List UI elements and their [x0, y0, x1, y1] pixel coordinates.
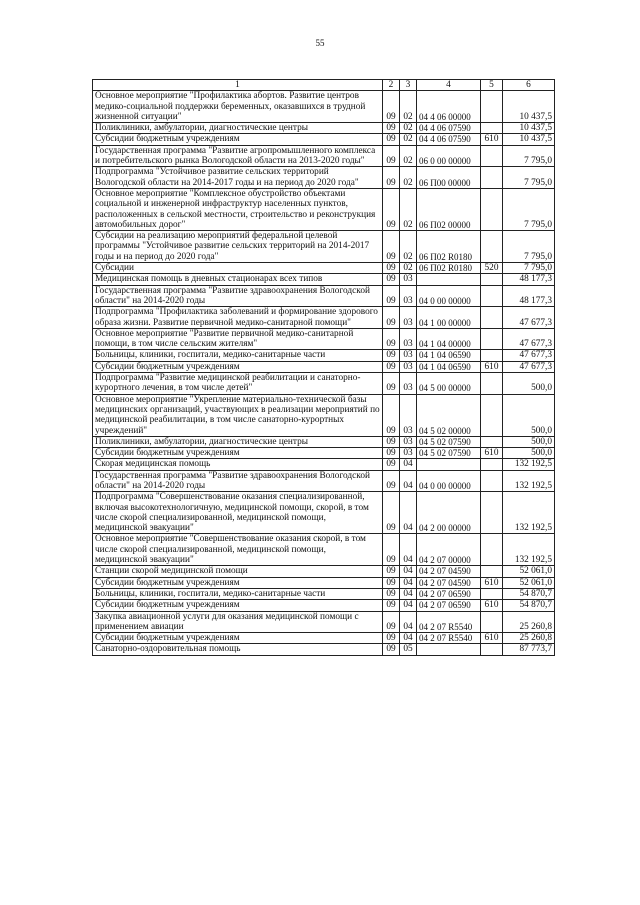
row-subsection: 03 [400, 274, 417, 285]
row-name: Государственная программа "Развитие агропромышленного комплекса и потребительского рынка Вологодской области на 2013-2020 годы" [93, 145, 383, 167]
table-row [93, 361, 555, 372]
row-name: Субсидии бюджетным учреждениям [93, 134, 383, 145]
row-expense-type [481, 394, 503, 436]
row-amount: 132 192,5 [503, 492, 555, 534]
row-expense-type [481, 588, 503, 599]
row-target-code: 04 5 02 07590 [417, 448, 481, 459]
row-expense-type [481, 123, 503, 134]
row-section: 09 [383, 123, 400, 134]
header-cell-2: 2 [383, 80, 400, 91]
row-section: 09 [383, 633, 400, 644]
budget-table-body [93, 80, 555, 656]
header-row [93, 80, 555, 91]
row-name: Субсидии [93, 263, 383, 274]
row-expense-type [481, 373, 503, 395]
row-expense-type [481, 231, 503, 263]
table-row [93, 231, 555, 263]
row-subsection: 04 [400, 611, 417, 633]
row-subsection: 04 [400, 534, 417, 566]
table-row [93, 123, 555, 134]
row-target-code: 04 1 04 06590 [417, 361, 481, 372]
page-number: 55 [315, 38, 325, 48]
row-expense-type [481, 350, 503, 361]
row-name: Подпрограмма "Совершенствование оказания специализированной, включая высокотехнологичную, медицинской помощи, скорой, в том числе скорой специализированной, медицинской помощи, медицинской эвакуации" [93, 492, 383, 534]
table-row [93, 373, 555, 395]
row-expense-type: 610 [481, 633, 503, 644]
row-section: 09 [383, 459, 400, 470]
row-amount: 52 061,0 [503, 577, 555, 588]
row-expense-type [481, 188, 503, 230]
row-amount: 132 192,5 [503, 470, 555, 492]
row-target-code: 06 П02 R0180 [417, 263, 481, 274]
table-row [93, 577, 555, 588]
row-name: Основное мероприятие "Комплексное обустройство объектами социальной и инженерной инфраструктур населенных пунктов, расположенных в сельской местности, строительство и реконструкция автомобильных дорог" [93, 188, 383, 230]
row-expense-type: 610 [481, 600, 503, 611]
row-name: Больницы, клиники, госпитали, медико-санитарные части [93, 350, 383, 361]
row-expense-type [481, 307, 503, 329]
row-expense-type: 610 [481, 577, 503, 588]
row-section: 09 [383, 350, 400, 361]
table-row [93, 394, 555, 436]
row-subsection: 05 [400, 644, 417, 655]
row-section: 09 [383, 373, 400, 395]
row-name: Государственная программа "Развитие здравоохранения Вологодской области" на 2014-2020 годы [93, 470, 383, 492]
row-subsection: 03 [400, 307, 417, 329]
row-section: 09 [383, 600, 400, 611]
row-name: Больницы, клиники, госпитали, медико-санитарные части [93, 588, 383, 599]
row-name: Основное мероприятие "Укрепление материально-технической базы медицинских организаций, участвующих в реализации мероприятий по медицинской реабилитации, в том числе санаторно-курортных учреждений" [93, 394, 383, 436]
row-section: 09 [383, 145, 400, 167]
row-name: Санаторно-оздоровительная помощь [93, 644, 383, 655]
row-target-code: 06 П02 R0180 [417, 231, 481, 263]
row-section: 09 [383, 167, 400, 189]
row-subsection: 04 [400, 600, 417, 611]
row-amount: 7 795,0 [503, 263, 555, 274]
row-name: Основное мероприятие "Развитие первичной медико-санитарной помощи, в том числе сельским жителям" [93, 328, 383, 350]
row-expense-type [481, 470, 503, 492]
row-target-code: 04 2 07 04590 [417, 577, 481, 588]
table-row [93, 350, 555, 361]
row-expense-type [481, 611, 503, 633]
row-target-code: 04 2 07 06590 [417, 588, 481, 599]
row-subsection: 02 [400, 123, 417, 134]
row-target-code: 06 П02 00000 [417, 188, 481, 230]
row-target-code: 04 2 07 00000 [417, 534, 481, 566]
row-target-code: 04 2 07 04590 [417, 566, 481, 577]
row-expense-type [481, 459, 503, 470]
row-name: Подпрограмма "Устойчивое развитие сельских территорий Вологодской области на 2014-2017 годы и на период до 2020 года" [93, 167, 383, 189]
table-row [93, 588, 555, 599]
row-target-code: 04 4 06 07590 [417, 123, 481, 134]
row-amount: 132 192,5 [503, 534, 555, 566]
row-section: 09 [383, 470, 400, 492]
row-section: 09 [383, 285, 400, 307]
row-subsection: 02 [400, 188, 417, 230]
table-row [93, 285, 555, 307]
row-amount: 25 260,8 [503, 611, 555, 633]
row-target-code: 04 0 00 00000 [417, 285, 481, 307]
table-row [93, 91, 555, 123]
row-subsection: 02 [400, 263, 417, 274]
row-section: 09 [383, 588, 400, 599]
row-amount: 52 061,0 [503, 566, 555, 577]
row-expense-type [481, 285, 503, 307]
row-target-code: 04 2 07 R5540 [417, 633, 481, 644]
row-amount: 54 870,7 [503, 588, 555, 599]
row-section: 09 [383, 134, 400, 145]
row-section: 09 [383, 644, 400, 655]
row-subsection: 03 [400, 328, 417, 350]
table-row [93, 436, 555, 447]
header-cell-6: 6 [503, 80, 555, 91]
row-target-code: 04 0 00 00000 [417, 470, 481, 492]
row-subsection: 04 [400, 459, 417, 470]
row-target-code: 04 2 00 00000 [417, 492, 481, 534]
row-name: Поликлиники, амбулатории, диагностические центры [93, 123, 383, 134]
row-subsection: 04 [400, 492, 417, 534]
row-expense-type [481, 167, 503, 189]
table-row [93, 566, 555, 577]
row-section: 09 [383, 231, 400, 263]
table-row [93, 492, 555, 534]
table-row [93, 188, 555, 230]
row-expense-type [481, 274, 503, 285]
row-amount: 10 437,5 [503, 123, 555, 134]
row-subsection: 03 [400, 361, 417, 372]
row-section: 09 [383, 274, 400, 285]
row-section: 09 [383, 448, 400, 459]
row-name: Подпрограмма "Развитие медицинской реабилитации и санаторно-курортного лечения, в том числе детей" [93, 373, 383, 395]
row-amount: 87 773,7 [503, 644, 555, 655]
row-subsection: 02 [400, 167, 417, 189]
table-row [93, 134, 555, 145]
row-subsection: 02 [400, 91, 417, 123]
row-subsection: 02 [400, 134, 417, 145]
row-expense-type [481, 145, 503, 167]
row-target-code: 06 П00 00000 [417, 167, 481, 189]
row-expense-type: 610 [481, 134, 503, 145]
row-target-code [417, 644, 481, 655]
row-subsection: 03 [400, 394, 417, 436]
row-subsection: 04 [400, 566, 417, 577]
table-row [93, 328, 555, 350]
header-cell-1: 1 [93, 80, 383, 91]
row-amount: 500,0 [503, 373, 555, 395]
row-section: 09 [383, 263, 400, 274]
row-name: Субсидии бюджетным учреждениям [93, 361, 383, 372]
row-section: 09 [383, 307, 400, 329]
row-target-code [417, 274, 481, 285]
row-amount: 54 870,7 [503, 600, 555, 611]
row-subsection: 03 [400, 448, 417, 459]
row-expense-type: 520 [481, 263, 503, 274]
table-row [93, 633, 555, 644]
row-amount: 500,0 [503, 448, 555, 459]
row-amount: 47 677,3 [503, 328, 555, 350]
row-expense-type: 610 [481, 448, 503, 459]
row-section: 09 [383, 328, 400, 350]
row-name: Основное мероприятие "Профилактика абортов. Развитие центров медико-социальной поддержки беременных, оказавшихся в трудной жизненной ситуации" [93, 91, 383, 123]
row-section: 09 [383, 566, 400, 577]
row-subsection: 02 [400, 145, 417, 167]
row-amount: 500,0 [503, 436, 555, 447]
row-expense-type [481, 534, 503, 566]
table-row [93, 611, 555, 633]
row-name: Государственная программа "Развитие здравоохранения Вологодской области" на 2014-2020 годы [93, 285, 383, 307]
row-expense-type [481, 566, 503, 577]
row-target-code: 06 0 00 00000 [417, 145, 481, 167]
row-expense-type [481, 328, 503, 350]
header-cell-4: 4 [417, 80, 481, 91]
row-subsection: 02 [400, 231, 417, 263]
row-subsection: 03 [400, 285, 417, 307]
row-target-code: 04 1 04 00000 [417, 328, 481, 350]
row-amount: 132 192,5 [503, 459, 555, 470]
row-amount: 500,0 [503, 394, 555, 436]
row-amount: 10 437,5 [503, 134, 555, 145]
row-section: 09 [383, 394, 400, 436]
row-expense-type [481, 436, 503, 447]
row-name: Субсидии бюджетным учреждениям [93, 577, 383, 588]
table-row [93, 448, 555, 459]
row-name: Поликлиники, амбулатории, диагностические центры [93, 436, 383, 447]
table-row [93, 644, 555, 655]
row-section: 09 [383, 534, 400, 566]
row-subsection: 04 [400, 470, 417, 492]
row-expense-type [481, 644, 503, 655]
row-amount: 7 795,0 [503, 188, 555, 230]
row-expense-type: 610 [481, 361, 503, 372]
row-section: 09 [383, 611, 400, 633]
table-row [93, 274, 555, 285]
row-amount: 47 677,3 [503, 307, 555, 329]
row-target-code [417, 459, 481, 470]
row-name: Субсидии бюджетным учреждениям [93, 633, 383, 644]
row-amount: 7 795,0 [503, 167, 555, 189]
row-section: 09 [383, 188, 400, 230]
header-cell-3: 3 [400, 80, 417, 91]
row-target-code: 04 2 07 R5540 [417, 611, 481, 633]
row-subsection: 04 [400, 633, 417, 644]
row-target-code: 04 4 06 00000 [417, 91, 481, 123]
row-target-code: 04 5 00 00000 [417, 373, 481, 395]
row-section: 09 [383, 436, 400, 447]
row-name: Субсидии бюджетным учреждениям [93, 600, 383, 611]
table-row [93, 534, 555, 566]
row-section: 09 [383, 361, 400, 372]
table-row [93, 459, 555, 470]
row-name: Основное мероприятие "Совершенствование оказания скорой, в том числе скорой специализированной, медицинской помощи, медицинской эвакуации" [93, 534, 383, 566]
row-amount: 7 795,0 [503, 145, 555, 167]
row-amount: 7 795,0 [503, 231, 555, 263]
table-row [93, 145, 555, 167]
row-amount: 10 437,5 [503, 91, 555, 123]
row-section: 09 [383, 91, 400, 123]
table-row [93, 263, 555, 274]
row-target-code: 04 1 00 00000 [417, 307, 481, 329]
row-name: Закупка авиационной услуги для оказания медицинской помощи с применением авиации [93, 611, 383, 633]
row-amount: 48 177,3 [503, 274, 555, 285]
row-section: 09 [383, 577, 400, 588]
row-target-code: 04 1 04 06590 [417, 350, 481, 361]
row-target-code: 04 2 07 06590 [417, 600, 481, 611]
table-row [93, 470, 555, 492]
row-amount: 48 177,3 [503, 285, 555, 307]
row-subsection: 04 [400, 588, 417, 599]
row-expense-type [481, 91, 503, 123]
row-target-code: 04 4 06 07590 [417, 134, 481, 145]
row-amount: 47 677,3 [503, 350, 555, 361]
row-amount: 25 260,8 [503, 633, 555, 644]
budget-table [92, 79, 555, 656]
row-name: Субсидии на реализацию мероприятий федеральной целевой программы "Устойчивое развитие сельских территорий на 2014-2017 годы и на период до 2020 года" [93, 231, 383, 263]
row-name: Подпрограмма "Профилактика заболеваний и формирование здорового образа жизни. Развитие первичной медико-санитарной помощи" [93, 307, 383, 329]
row-target-code: 04 5 02 07590 [417, 436, 481, 447]
header-cell-5: 5 [481, 80, 503, 91]
row-expense-type [481, 492, 503, 534]
row-subsection: 03 [400, 373, 417, 395]
table-row [93, 600, 555, 611]
row-name: Станции скорой медицинской помощи [93, 566, 383, 577]
row-name: Субсидии бюджетным учреждениям [93, 448, 383, 459]
row-section: 09 [383, 492, 400, 534]
row-subsection: 03 [400, 436, 417, 447]
row-amount: 47 677,3 [503, 361, 555, 372]
table-row [93, 167, 555, 189]
row-subsection: 04 [400, 577, 417, 588]
row-name: Скорая медицинская помощь [93, 459, 383, 470]
table-row [93, 307, 555, 329]
row-subsection: 03 [400, 350, 417, 361]
row-target-code: 04 5 02 00000 [417, 394, 481, 436]
row-name: Медицинская помощь в дневных стационарах всех типов [93, 274, 383, 285]
